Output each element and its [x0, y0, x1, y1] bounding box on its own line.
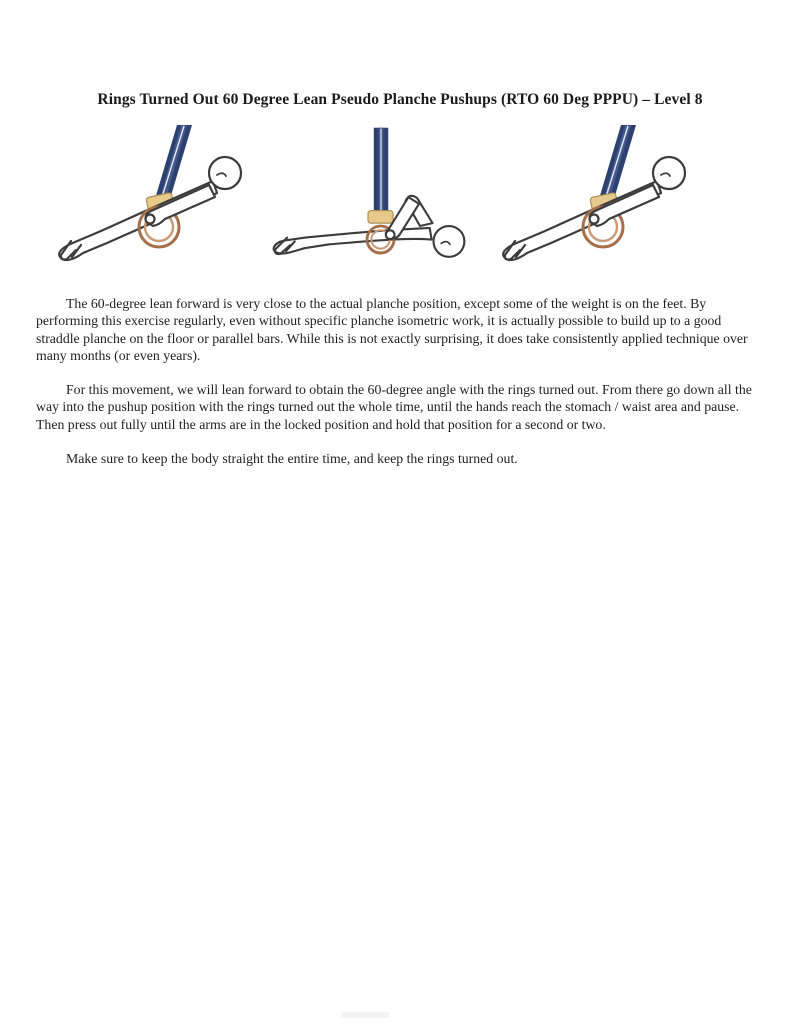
illustration-pushup-bottom: [262, 125, 474, 275]
ring-strap-icon: [374, 128, 388, 215]
paragraph-1: The 60-degree lean forward is very close to the actual planche position, except some of the weight is on the feet. By performing this exercise regularly, even without specific planche isometric work, it is actually possible to build up to a good straddle planche on the floor or parallel bars. While this is not exactly surprising, it does take consistently applied technique over many months (or even years).: [36, 296, 748, 363]
body-text: [36, 295, 764, 467]
strap-buckle-icon: [368, 211, 393, 224]
illustration-lean-start: [40, 125, 252, 275]
illustration-row: [40, 125, 800, 275]
ring-strap-icon: [155, 125, 192, 199]
illustration-lean-press: [484, 125, 696, 275]
ring-strap-icon: [599, 125, 636, 199]
page-title: Rings Turned Out 60 Degree Lean Pseudo Planche Pushups (RTO 60 Deg PPPU) – Level 8: [97, 91, 703, 108]
paragraph-3: Make sure to keep the body straight the entire time, and keep the rings turned out.: [66, 451, 518, 467]
paragraph-2: For this movement, we will lean forward to obtain the 60-degree angle with the rings turned out. From there go down all the way into the pushup position with the rings turned out the whole time, until the hands reach the stomach / waist area and pause. Then press out fully until the arms are in the locked position and hold that position for a second or two.: [36, 382, 752, 432]
faint-page-footer-mark: [341, 1012, 389, 1018]
